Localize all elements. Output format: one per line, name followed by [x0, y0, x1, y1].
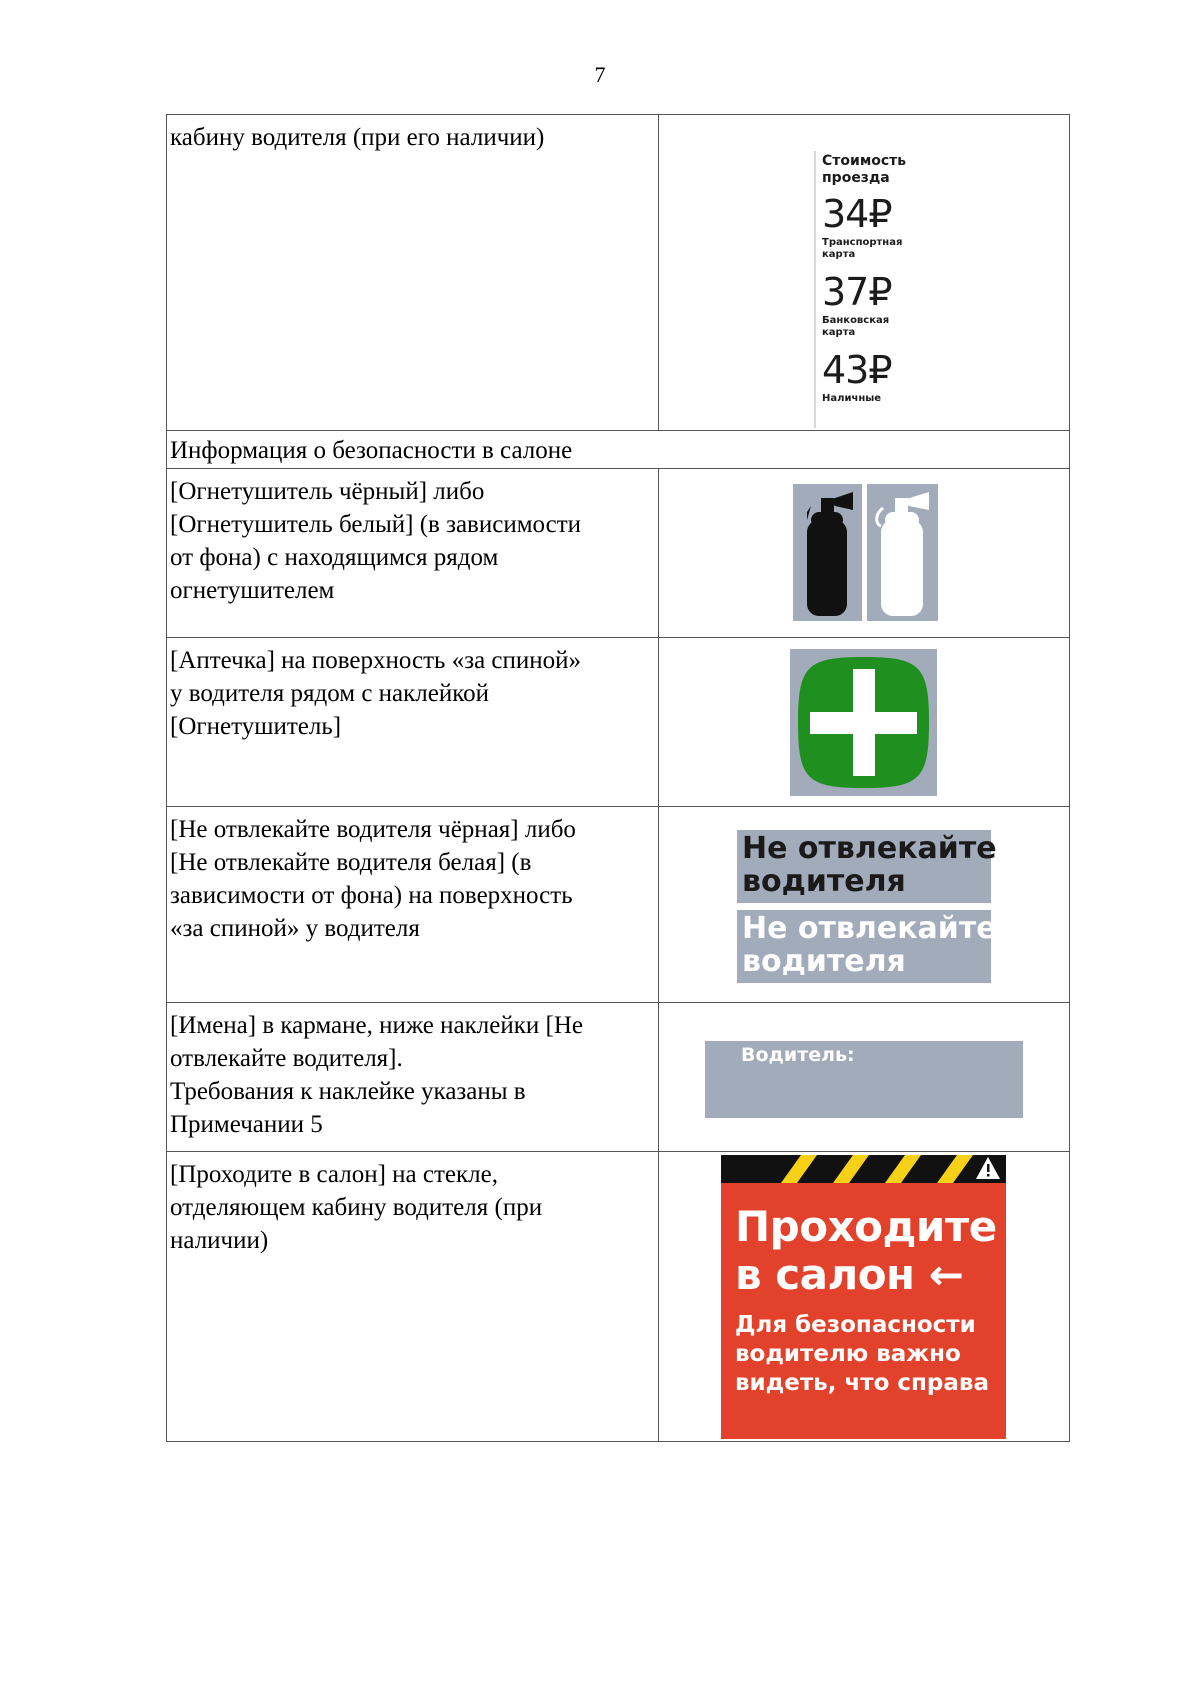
table-row	[167, 1152, 1070, 1442]
names-sign	[705, 1041, 1023, 1118]
table-row	[167, 638, 1070, 807]
row-image	[659, 115, 1070, 431]
row-image	[659, 638, 1070, 807]
row-description: [Не отвлекайте водителя чёрная] либо [Не отвлекайте водителя белая] (в зависимости от фона) на поверхность «за спиной» у водителя	[167, 807, 659, 1003]
table-row	[167, 115, 1070, 431]
table-row	[167, 469, 1070, 638]
fare-title: Стоимость проезда	[822, 153, 907, 186]
table-row	[167, 431, 1070, 469]
fire-extinguisher-white-icon	[867, 484, 938, 621]
row-description: [Огнетушитель чёрный] либо [Огнетушитель белый] (в зависимости от фона) с находящимся рядом огнетушителем	[167, 469, 659, 638]
fare-label: Банковская карта	[822, 315, 890, 338]
table-row	[167, 807, 1070, 1003]
row-description: [Имена] в кармане, ниже наклейки [Не отвлекайте водителя]. Требования к наклейке указаны в Примечании 5	[167, 1003, 659, 1152]
row-image	[659, 1152, 1070, 1442]
row-image	[659, 469, 1070, 638]
distraction-sign-black: Не отвлекайте водителя	[737, 830, 991, 903]
row-description: кабину водителя (при его наличии)	[167, 115, 659, 431]
fare-price: 37₽	[822, 270, 892, 314]
fire-extinguisher-black-icon	[793, 484, 862, 621]
fire-extinguisher-sign	[793, 484, 938, 621]
table-row	[167, 1003, 1070, 1152]
hazard-stripe	[721, 1155, 1006, 1183]
passage-body: Для безопасности водителю важно видеть, что справа	[735, 1312, 989, 1396]
passage-title: Проходите в салон ←	[735, 1202, 997, 1299]
fare-sign	[814, 151, 918, 428]
fare-label: Наличные	[822, 393, 882, 404]
names-sign-label: Водитель:	[741, 1044, 855, 1066]
row-description: [Проходите в салон] на стекле, отделяющем кабину водителя (при наличии)	[167, 1152, 659, 1442]
distraction-sign-white: Не отвлекайте водителя	[737, 910, 991, 983]
passage-sign	[721, 1155, 1006, 1439]
fare-price: 43₽	[822, 348, 892, 392]
first-aid-sign	[790, 649, 937, 796]
row-description: [Аптечка] на поверхность «за спиной» у водителя рядом с наклейкой [Огнетушитель]	[167, 638, 659, 807]
fare-label: Транспортная карта	[822, 237, 903, 260]
section-heading: Информация о безопасности в салоне	[167, 431, 1070, 469]
fare-price: 34₽	[822, 192, 892, 236]
signage-table	[166, 114, 1070, 1442]
page-number: 7	[594, 62, 606, 87]
row-image	[659, 1003, 1070, 1152]
row-image	[659, 807, 1070, 1003]
